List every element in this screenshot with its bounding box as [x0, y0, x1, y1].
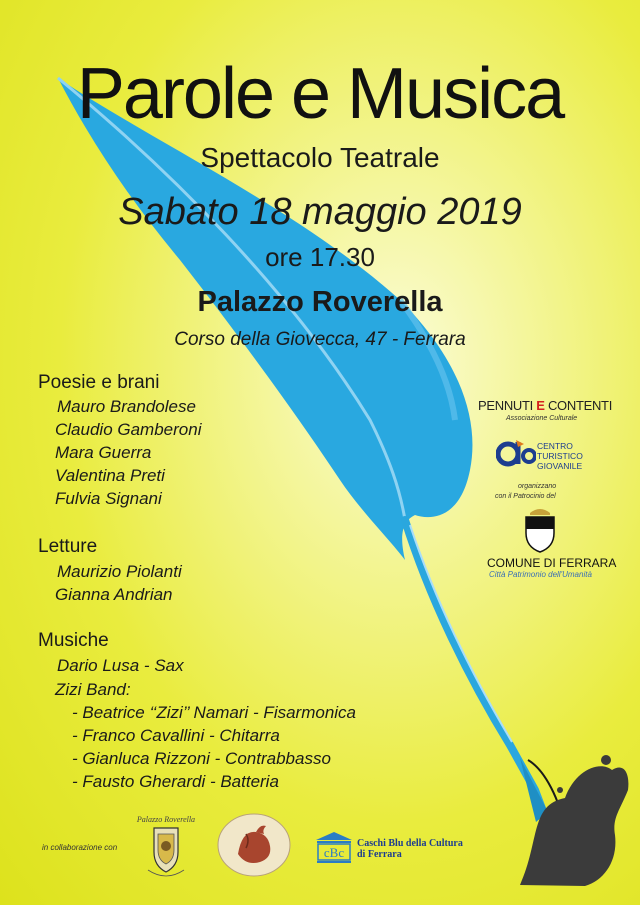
performer-name: Gianna Andrian — [55, 585, 173, 604]
band-member: - Fausto Gherardi - Batteria — [72, 772, 279, 791]
performer-name: Valentina Preti — [55, 466, 165, 485]
ctg-logo-icon — [496, 438, 536, 468]
cbc-logo-icon — [314, 830, 354, 864]
performer-name: Zizi Band: — [55, 680, 131, 699]
performer-name: Mauro Brandolese — [57, 397, 196, 416]
event-address: Corso della Giovecca, 47 - Ferrara — [174, 329, 466, 350]
performer-name: Claudio Gamberoni — [55, 420, 202, 439]
cbc-mark: cBc — [323, 845, 345, 860]
event-date: Sabato 18 maggio 2019 — [118, 191, 522, 233]
seal-caption: Palazzo Roverella — [136, 815, 196, 824]
caschi-blu-label: Caschi Blu della Cultura di Ferrara — [357, 838, 463, 860]
ctg-name: CENTRO TURISTICO GIOVANILE — [537, 441, 583, 471]
comune-di-ferrara-label: COMUNE DI FERRARA — [487, 556, 617, 570]
organizers-label: organizzano — [518, 483, 557, 490]
band-member: - Gianluca Rizzoni - Contrabbasso — [72, 749, 331, 768]
section-musiche-heading: Musiche — [38, 630, 109, 651]
comune-subtitle: Città Patrimonio dell'Umanità — [489, 570, 592, 579]
rooster-emblem-icon — [216, 812, 292, 878]
patronage-label: con il Patrocinio del — [495, 493, 556, 500]
pennuti-tagline: Associazione Culturale — [506, 415, 578, 422]
event-venue: Palazzo Roverella — [197, 286, 443, 318]
pennuti-e-contenti-logo: PENNUTI E CONTENTI — [478, 398, 613, 413]
palazzo-roverella-seal-icon — [134, 812, 198, 880]
event-time: ore 17.30 — [265, 242, 375, 272]
performer-name: Maurizio Piolanti — [57, 562, 182, 581]
ferrara-coat-of-arms-icon — [522, 505, 558, 553]
performer-name: Fulvia Signani — [55, 489, 162, 508]
performer-name: Mara Guerra — [55, 443, 152, 462]
band-member: - Beatrice ‘‘Zizi’’ Namari - Fisarmonica — [72, 703, 357, 722]
poster-subtitle: Spettacolo Teatrale — [200, 142, 440, 173]
section-poesie-heading: Poesie e brani — [38, 372, 160, 393]
section-letture-heading: Letture — [38, 536, 98, 557]
collaboration-label: in collaborazione con — [42, 843, 118, 852]
performer-name: Dario Lusa - Sax — [57, 656, 184, 675]
band-member: - Franco Cavallini - Chitarra — [72, 726, 280, 745]
poster-title: Parole e Musica — [76, 54, 564, 134]
